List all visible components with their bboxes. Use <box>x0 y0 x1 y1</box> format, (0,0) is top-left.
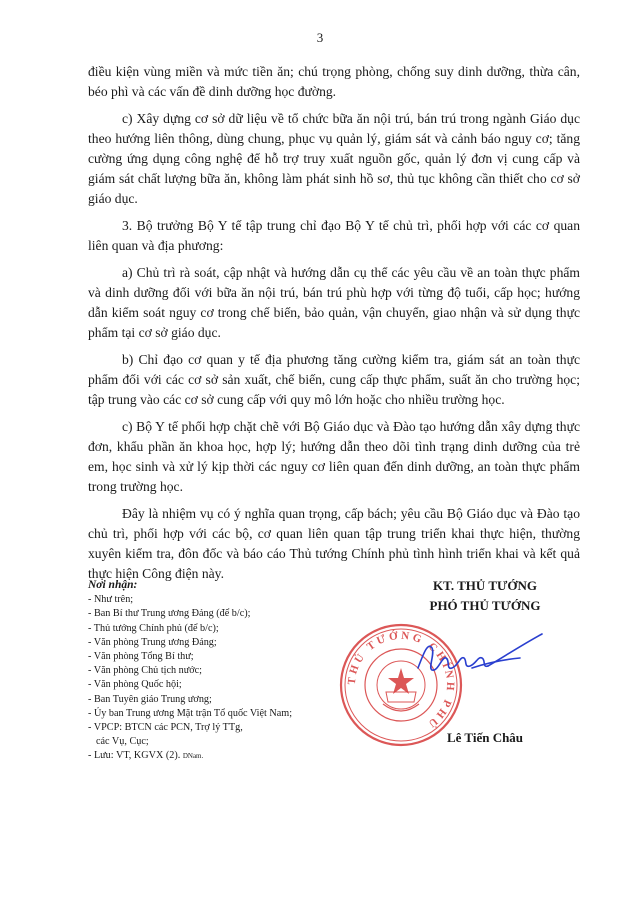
signature-block <box>380 576 590 616</box>
archive-label: - Lưu: VT, KGVX (2). <box>88 750 181 762</box>
paragraph-item-c-education: c) Xây dựng cơ sở dữ liệu về tổ chức bữa ăn nội trú, bán trú trong ngành Giáo dục theo hướng liên thông, dùng chung, phục vụ quản lý, giám sát và cảnh báo nguy cơ; tăng cường ứng dụng công nghệ để hỗ trợ truy xuất nguồn gốc, quản lý đơn vị cung cấp và giám sát chất lượng bữa ăn, không làm phát sinh hồ sơ, thủ tục không cần thiết cho cơ sở giáo dục. <box>88 111 580 206</box>
seal-text: THỦ TƯỚNG CHÍNH PHỦ <box>345 629 457 732</box>
recipient-item: - Như trên; <box>88 594 134 606</box>
paragraph-item-b-health: b) Chỉ đạo cơ quan y tế địa phương tăng cường kiểm tra, giám sát an toàn thực phẩm đối với các cơ sở sản xuất, chế biến, cung cấp thực phẩm, suất ăn cho trường học; tập trung vào các cơ sở cung cấp với quy mô lớn hoặc cho nhiều trường học. <box>88 352 580 407</box>
paragraph-continued: điều kiện vùng miền và mức tiền ăn; chú trọng phòng, chống suy dinh dưỡng, thừa cân, béo phì và các vấn đề dinh dưỡng học đường. <box>88 64 580 99</box>
recipient-item: - Ủy ban Trung ương Mặt trận Tổ quốc Việt Nam; <box>88 707 293 719</box>
handwritten-signature-icon <box>410 628 545 680</box>
paragraph-item-c-health: c) Bộ Y tế phối hợp chặt chẽ với Bộ Giáo dục và Đào tạo hướng dẫn xây dựng thực đơn, khẩu phần ăn khoa học, hợp lý; hướng dẫn theo dõi tình trạng dinh dưỡng của trẻ em, học sinh và xử lý kịp thời các nguy cơ liên quan đến dinh dưỡng, an toàn thực phẩm trong trường học. <box>88 419 580 494</box>
recipient-item: - Văn phòng Trung ương Đảng; <box>88 636 217 648</box>
signature-title-line2: PHÓ THỦ TƯỚNG <box>429 598 541 613</box>
recipient-item: - VPCP: BTCN các PCN, Trợ lý TTg, <box>88 722 243 734</box>
recipient-item: các Vụ, Cục; <box>96 736 149 748</box>
paragraph-section-3: 3. Bộ trưởng Bộ Y tế tập trung chỉ đạo Bộ Y tế chủ trì, phối hợp với các cơ quan liên quan và địa phương: <box>88 218 580 253</box>
recipient-item-archive <box>88 749 358 763</box>
signer-name: Lê Tiến Châu <box>446 730 524 745</box>
recipient-item: - Thủ tướng Chính phủ (để b/c); <box>88 622 219 634</box>
recipient-item: - Văn phòng Tổng Bí thư; <box>88 651 194 663</box>
recipient-item: - Văn phòng Quốc hội; <box>88 679 182 691</box>
recipient-item: - Ban Bí thư Trung ương Đảng (để b/c); <box>88 608 251 620</box>
recipient-item: - Văn phòng Chủ tịch nước; <box>88 665 202 677</box>
document-body <box>88 62 580 591</box>
drafter-initials: DNam. <box>182 752 204 761</box>
paragraph-closing: Đây là nhiệm vụ có ý nghĩa quan trọng, cấp bách; yêu cầu Bộ Giáo dục và Đào tạo chủ trì, phối hợp với các bộ, cơ quan liên quan tập trung triển khai thực hiện, thường xuyên kiểm tra, đôn đốc và báo cáo Thủ tướng Chính phủ tình hình triển khai và kết quả thực hiện Công điện này. <box>88 506 580 581</box>
recipients-block <box>88 578 358 764</box>
recipients-title: Nơi nhận: <box>88 579 138 591</box>
page-number: 3 <box>316 30 324 45</box>
signature-title-line1: KT. THỦ TƯỚNG <box>433 578 537 593</box>
recipient-item: - Ban Tuyên giáo Trung ương; <box>88 693 212 705</box>
paragraph-item-a-health: a) Chủ trì rà soát, cập nhật và hướng dẫn cụ thể các yêu cầu về an toàn thực phẩm và dinh dưỡng đối với bữa ăn nội trú, bán trú phù hợp với từng độ tuổi, cấp học; hướng dẫn kiểm soát nguy cơ trong chế biến, bảo quản, vận chuyển, giao nhận và sử dụng thực phẩm tại cơ sở giáo dục. <box>88 265 580 340</box>
